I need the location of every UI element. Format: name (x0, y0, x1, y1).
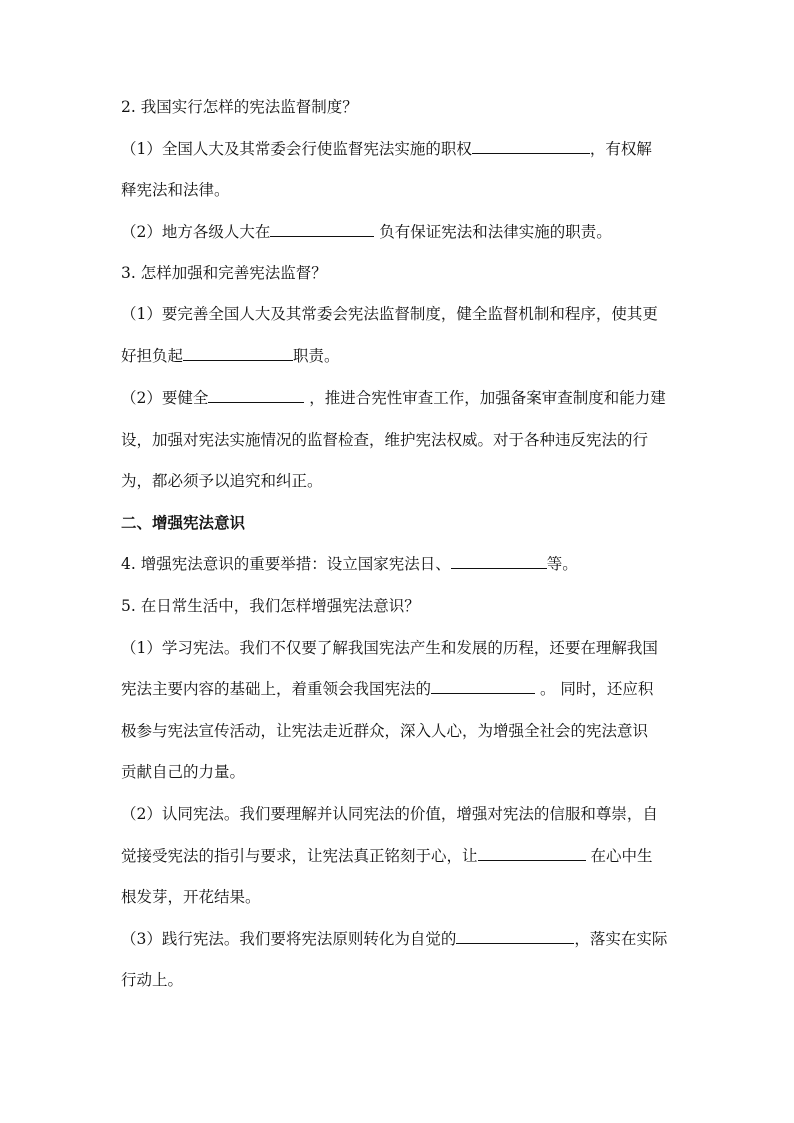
text-segment: 负有保证宪法和法律实施的职责。 (374, 223, 612, 241)
text-segment: 。 同时，还应积 (535, 680, 654, 698)
question-2-heading: 2. 我国实行怎样的宪法监督制度？ (121, 98, 358, 116)
answer-5-2-line: （2）认同宪法。我们要理解并认同宪法的价值，增强对宪法的信服和尊崇，自 (121, 805, 658, 823)
text-segment: （2）地方各级人大在 (121, 223, 271, 241)
text-segment: 职责。 (293, 347, 340, 365)
fill-blank[interactable] (456, 929, 574, 944)
answer-5-2-continued-2: 根发芽，开花结果。 (121, 888, 261, 906)
fill-blank[interactable] (478, 846, 586, 861)
answer-2-1-line (121, 139, 652, 159)
fill-blank[interactable] (208, 388, 304, 403)
section-2-heading: 二、增强宪法意识 (121, 513, 246, 532)
fill-blank[interactable] (472, 139, 590, 154)
fill-blank[interactable] (451, 554, 547, 569)
answer-3-1-line: （1）要完善全国人大及其常委会宪法监督制度，健全监督机制和程序，使其更 (121, 305, 658, 323)
answer-5-2-continued (121, 846, 652, 866)
answer-3-2-continued-2: 为，都必须予以追究和纠正。 (121, 472, 323, 490)
answer-5-1-continued-3: 贡献自己的力量。 (121, 763, 246, 781)
text-segment: ，推进合宪性审查工作，加强备案审查制度和能力建 (304, 389, 666, 407)
text-segment: （2）要健全 (121, 389, 209, 407)
question-3-heading: 3. 怎样加强和完善宪法监督？ (121, 264, 327, 282)
question-5-heading: 5. 在日常生活中，我们怎样增强宪法意识？ (121, 597, 420, 615)
text-segment: ，有权解 (589, 140, 652, 158)
text-segment: 4. 增强宪法意识的重要举措：设立国家宪法日、 (121, 555, 451, 573)
answer-5-1-line: （1）学习宪法。我们不仅要了解我国宪法产生和发展的历程，还要在理解我国 (121, 639, 658, 657)
fill-blank[interactable] (270, 222, 374, 237)
text-segment: 等。 (546, 555, 578, 573)
answer-5-1-continued (121, 679, 653, 699)
text-segment: 宪法主要内容的基础上，着重领会我国宪法的 (121, 680, 432, 698)
fill-blank[interactable] (183, 346, 293, 361)
question-4-line (121, 554, 578, 574)
answer-3-2-line (121, 388, 666, 408)
answer-5-3-continued: 行动上。 (121, 971, 184, 989)
text-segment: （3）践行宪法。我们要将宪法原则转化为自觉的 (121, 930, 457, 948)
answer-5-3-line (121, 929, 667, 949)
answer-5-1-continued-2: 极参与宪法宣传活动，让宪法走近群众，深入人心，为增强全社会的宪法意识 (121, 722, 649, 740)
fill-blank[interactable] (431, 679, 535, 694)
answer-2-2-line (121, 222, 612, 242)
text-segment: 好担负起 (121, 347, 184, 365)
text-segment: （1）全国人大及其常委会行使监督宪法实施的职权 (121, 140, 472, 158)
answer-2-1-continued: 释宪法和法律。 (121, 181, 230, 199)
answer-3-2-continued: 设，加强对宪法实施情况的监督检查，维护宪法权威。对于各种违反宪法的行 (121, 431, 649, 449)
answer-3-1-continued (121, 346, 340, 366)
text-segment: ，落实在实际 (574, 930, 668, 948)
text-segment: 觉接受宪法的指引与要求，让宪法真正铭刻于心，让 (121, 847, 478, 865)
text-segment: 在心中生 (585, 847, 653, 865)
